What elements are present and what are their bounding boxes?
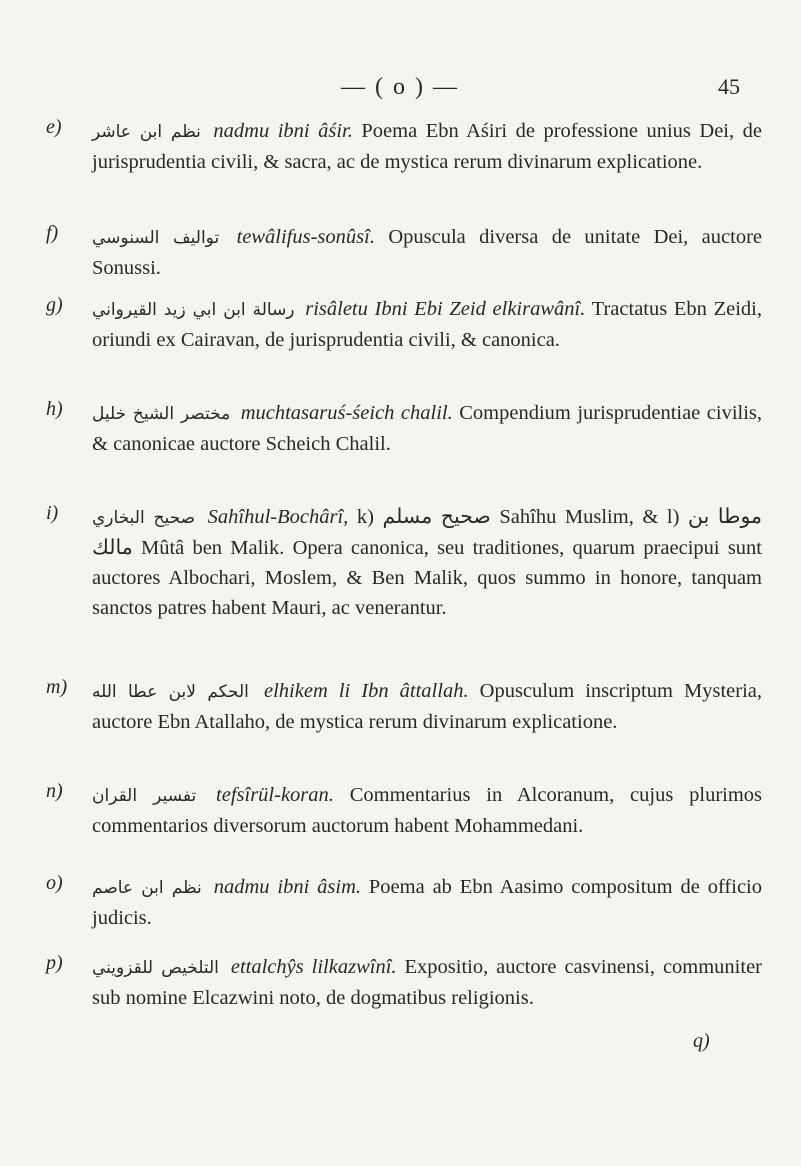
entry-description: k) صحيح مسلم Sahîhu Muslim, & l) موطا بن مالك Mûtâ ben Malik. Opera canonica, seu traditiones, quarum praecipui sunt auctores Albochari, Moslem, & Ben Malik, quos summo in honore, tanquam sanctos patres habent Mauri, ac venerantur.: [92, 506, 763, 619]
entry-text: [92, 222, 762, 283]
arabic-title: الحكم لابن عطا الله: [92, 682, 249, 702]
entry-description: Poema ab Ebn Aasimo compositum de officio judicis.: [92, 876, 762, 929]
entry-text: [92, 872, 762, 933]
entry-description: Opuscula diversa de unitate Dei, auctore Sonussi.: [92, 226, 762, 279]
entry-description: Poema Ebn Aśiri de professione unius Dei, de jurisprudentia civili, & sacra, ac de mystica rerum divinarum explicatione.: [92, 120, 762, 173]
arabic-title: نظم ابن عاشر: [92, 122, 201, 142]
transliteration: ettalchŷs lilkazwînî.: [230, 956, 397, 978]
transliteration: Sahîhul-Bochârî,: [207, 506, 349, 528]
catchword: q): [693, 1030, 710, 1052]
entry-marker: p): [46, 952, 63, 974]
entry-text: [92, 780, 762, 841]
entry-marker: e): [46, 116, 62, 138]
transliteration: risâletu Ibni Ebi Zeid elkirawânî.: [305, 298, 586, 320]
arabic-title: صحيح البخاري: [92, 508, 196, 528]
arabic-title: رسالة ابن ابي زيد القيرواني: [92, 300, 295, 320]
entry-text: [92, 952, 762, 1013]
entry-description: Opusculum inscriptum Mysteria, auctore Ebn Atallaho, de mystica rerum divinarum explicatione.: [92, 680, 762, 733]
arabic-title: نظم ابن عاصم: [92, 878, 202, 898]
entry-marker: o): [46, 872, 63, 894]
arabic-title: تفسير القران: [92, 786, 197, 806]
page-label: — ( o ) —: [341, 74, 459, 100]
entry-marker: i): [46, 502, 59, 524]
entry-text: [92, 502, 762, 623]
transliteration: nadmu ibni âsim.: [213, 876, 362, 898]
transliteration: tefsîrül-koran.: [216, 784, 334, 806]
entry-marker: m): [46, 676, 68, 698]
entry-description: Expositio, auctore casvinensi, communiter sub nomine Elcazwini noto, de dogmatibus religionis.: [92, 956, 763, 1009]
page-header: [0, 74, 801, 104]
arabic-title: مختصر الشيخ خليل: [92, 404, 231, 424]
page-number: 45: [718, 74, 740, 99]
entry-text: [92, 116, 762, 177]
arabic-title: التلخيص للقزويني: [92, 958, 219, 978]
entry-marker: h): [46, 398, 63, 420]
entry-marker: f): [46, 222, 59, 244]
entry-marker: n): [46, 780, 63, 802]
entry-description: Compendium jurisprudentiae civilis, & canonicae auctore Scheich Chalil.: [92, 402, 763, 455]
entry-text: [92, 676, 762, 737]
transliteration: muchtasaruś-śeich chalil.: [240, 402, 453, 424]
transliteration: tewâlifus-sonûsî.: [236, 226, 375, 248]
transliteration: elhikem li Ibn âttallah.: [264, 680, 469, 702]
entry-description: Commentarius in Alcoranum, cujus plurimos commentarios diversorum auctorum habent Mohammedani.: [92, 784, 763, 837]
entry-marker: g): [46, 294, 63, 316]
transliteration: nadmu ibni âśir.: [213, 120, 353, 142]
entry-text: [92, 398, 762, 459]
entry-description: Tractatus Ebn Zeidi, oriundi ex Cairavan, de jurisprudentia civili, & canonica.: [92, 298, 763, 351]
arabic-title: تواليف السنوسي: [92, 228, 220, 248]
entry-text: [92, 294, 762, 355]
